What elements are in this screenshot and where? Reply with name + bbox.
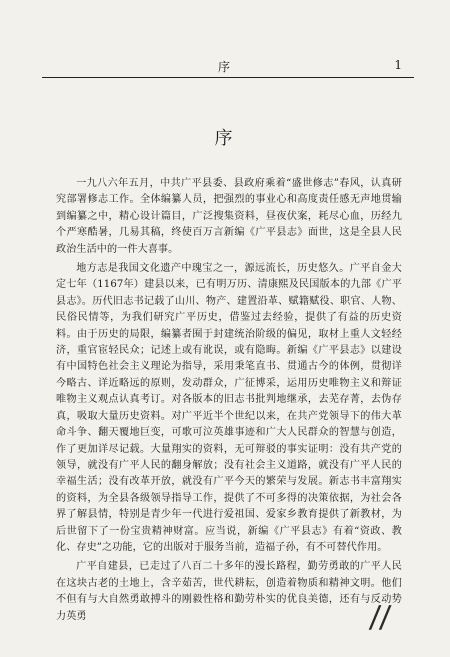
page-number: 1 <box>394 58 402 72</box>
handwritten-mark: // <box>368 600 393 635</box>
running-header-title: 序 <box>217 60 232 74</box>
header-rule <box>42 77 414 78</box>
paragraph-3: 广平自建县，已走过了八百二十多年的漫长路程，勤劳勇敢的广平人民在这块古老的土地上，含辛茹苦，世代耕耘，创造着物质和精神文明。他们不但有与大自然勇敢搏斗的刚毅性格和勤劳朴实的优良美德，还有与反动势力英勇 <box>56 561 402 622</box>
preface-body <box>56 176 402 628</box>
preface-title: 序 <box>214 128 236 149</box>
paragraph-1: 一九八六年五月，中共广平县委、县政府乘着“盛世修志”春风，认真研究部署修志工作。全体编纂人员，把强烈的事业心和高度责任感无声地贯输到编纂之中，精心设计篇目，广泛搜集资料，昼夜伏案，耗尽心血，历经九个严寒酷暑，几易其稿，终使百万言新编《广平县志》面世，这是全县人民政治生活中的一件大喜事。 <box>56 178 402 255</box>
paragraph-2: 地方志是我国文化遗产中瑰宝之一，源远流长，历史悠久。广平自金大定七年（1167年）建县以来，已有明万历、清康熙及民国版本的九部《广平县志》。历代旧志书记载了山川、物产、建置沿革、赋籍赋役、职官、人物、民俗民情等，为我们研究广平历史，借鉴过去经验，提供了有益的历史资料。由于历史的局限，编纂者囿于封建统治阶级的偏见，取材上重人文轻经济，重官宦轻民众；记述上或有讹误，或有隐晦。新编《广平县志》以建设有中国特色社会主义理论为指导，采用秉笔直书、贯通古今的体例，贯彻详今略古、详近略远的原则，发动群众，广征博采，运用历史唯物主义和辩证唯物主义观点认真考订。对各版本的旧志书批判地继承，去芜存菁，去伪存真，吸取大量历史资料。对广平近半个世纪以来，在共产党领导下的伟大革命斗争、翻天覆地巨变，可歌可泣英雄事迹和广大人民群众的智慧与创造，作了更加详尽记载。大量翔实的资料，无可辩驳的事实证明：没有共产党的领导，就没有广平人民的翻身解放；没有社会主义道路，就没有广平人民的幸福生活；没有改革开放，就没有广平今天的繁荣与发展。新志书丰富翔实的资料，为全县各级领导指导工作，提供了不可多得的决策依据，为社会各界了解县情，特别是青少年一代进行爱祖国、爱家乡教育提供了新教材，为后世留下了一份宝贵精神财富。应当说，新编《广平县志》有着“资政、教化、存史”之功能，它的出版对于服务当前，造福子孙，有不可替代作用。 <box>56 263 402 553</box>
